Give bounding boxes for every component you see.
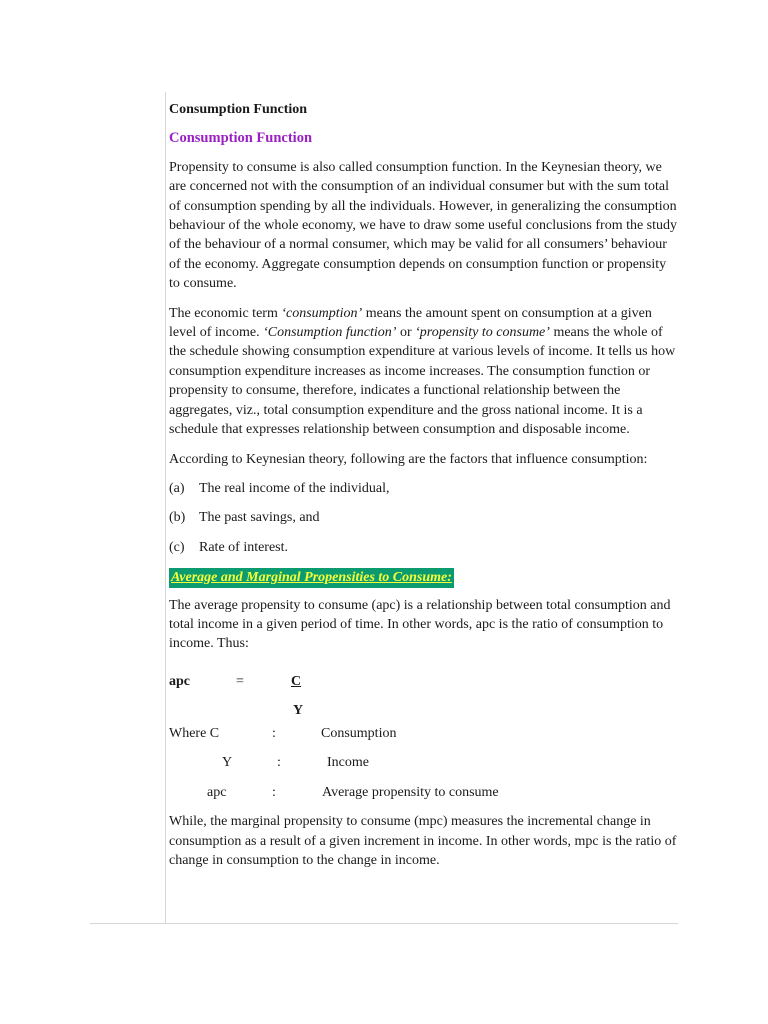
factor-label: (b) [169,510,186,526]
page-bottom-border [90,923,678,924]
where-row [169,783,679,813]
para2-italic-consumption-function: ‘Consumption function’ [263,325,397,341]
para2-text-4: means the whole of the schedule showing consumption expenditure at various levels of income. It tells us how consumption expenditure increases as income increases. The consumption function or propensity to consume, therefore, indicates a functional relationship between the aggregates, viz., total consumption expenditure and the gross national income. It is a schedule that expresses relationship between consumption and disposable income. [169,325,676,438]
where-colon: : [272,725,276,741]
where-meaning: Average propensity to consume [322,784,499,800]
paragraph-mpc-definition: While, the marginal propensity to consume (mpc) measures the incremental change in consumption as a result of a given increment in income. In other words, mpc is the ratio of change in consumption to the change in income. [169,814,677,869]
formula-equals: = [236,673,244,689]
para2-italic-consumption: ‘consumption’ [281,305,363,321]
para2-italic-propensity: ‘propensity to consume’ [415,325,550,341]
para2-text-1: The economic term [169,305,282,321]
where-term: Y [222,755,233,771]
where-term: apc [207,784,227,800]
document-header-title: Consumption Function [169,102,308,117]
formula-denominator: Y [293,702,304,718]
where-row [169,753,679,783]
paragraph-propensity: Propensity to consume is also called consumption function. In the Keynesian theory, we are concerned not with the consumption of an individual consumer but with the sum total of consumption spending by all the individuals. However, in generalizing the consumption behaviour of the whole economy, we have to draw some useful conclusions from the study of the behaviour of a normal consumer, which may be valid for all consumers’ behaviour of the economy. Aggregate consumption depends on consumption function or propensity to consume. [169,159,678,292]
factor-label: (c) [169,539,185,555]
factor-label: (a) [169,480,185,496]
factor-text: The real income of the individual, [199,480,390,496]
paragraph-economic-term [169,304,679,440]
document-page [169,97,679,880]
where-colon: : [277,755,281,771]
where-row [169,724,679,754]
factor-item [169,479,679,498]
factor-item [169,538,679,557]
formula-lhs: apc [169,673,190,689]
factor-text: Rate of interest. [199,539,289,555]
highlighted-subheading: Average and Marginal Propensities to Consume: [169,568,454,587]
paragraph-apc-definition: The average propensity to consume (apc) is a relationship between total consumption and total income in a given period of time. In other words, apc is the ratio of consumption to income. Thus: [169,597,671,652]
section-title: Consumption Function [169,130,313,147]
apc-formula [169,664,679,724]
para2-text-2: means the amount spent on consumption at a given level of income. [169,305,652,341]
where-meaning: Consumption [321,725,397,741]
paragraph-factors-intro: According to Keynesian theory, following are the factors that influence consumption: [169,451,648,467]
where-term: Where C [169,725,220,741]
where-colon: : [272,784,276,800]
page-left-border [165,92,166,924]
formula-numerator: C [291,673,302,689]
where-meaning: Income [327,755,369,771]
factor-text: The past savings, and [199,510,320,526]
factor-item [169,508,679,527]
para2-text-3: or [396,325,416,341]
